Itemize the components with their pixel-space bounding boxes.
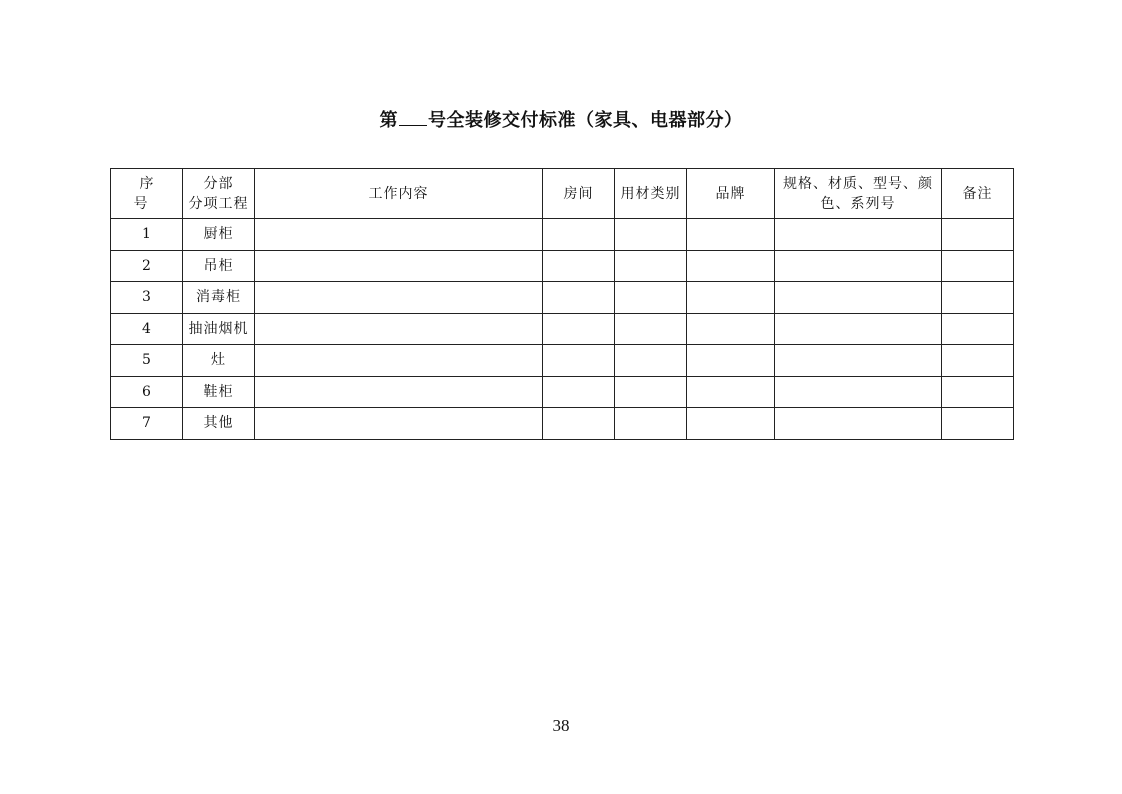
header-brand: 品牌: [687, 169, 775, 219]
row-remarks-cell[interactable]: [942, 219, 1014, 251]
header-spec-line2: 色、系列号: [820, 195, 896, 212]
title-prefix: 第: [379, 110, 398, 131]
row-spec-cell[interactable]: [775, 408, 942, 440]
header-spec-line1: 规格、材质、型号、颜: [783, 175, 933, 192]
row-item: 消毒柜: [183, 282, 255, 314]
table-row: [111, 313, 1014, 345]
row-brand-cell[interactable]: [687, 408, 775, 440]
row-room-cell[interactable]: [543, 250, 615, 282]
header-category-line1: 分部: [203, 175, 234, 192]
row-material-type-cell[interactable]: [615, 313, 687, 345]
row-item: 灶: [183, 345, 255, 377]
header-remarks: 备注: [942, 169, 1014, 219]
title-blank-underline[interactable]: [399, 111, 427, 126]
table-row: [111, 376, 1014, 408]
row-seq: 6: [111, 376, 183, 408]
row-remarks-cell[interactable]: [942, 282, 1014, 314]
row-room-cell[interactable]: [543, 408, 615, 440]
row-brand-cell[interactable]: [687, 313, 775, 345]
row-remarks-cell[interactable]: [942, 376, 1014, 408]
header-material-type: 用材类别: [615, 169, 687, 219]
row-brand-cell[interactable]: [687, 219, 775, 251]
row-material-type-cell[interactable]: [615, 408, 687, 440]
header-work-content: 工作内容: [255, 169, 543, 219]
row-brand-cell[interactable]: [687, 345, 775, 377]
header-category-line2: 分项工程: [188, 195, 249, 212]
row-room-cell[interactable]: [543, 345, 615, 377]
row-item: 抽油烟机: [183, 313, 255, 345]
row-remarks-cell[interactable]: [942, 313, 1014, 345]
row-seq: 7: [111, 408, 183, 440]
row-material-type-cell[interactable]: [615, 376, 687, 408]
row-work-content-cell[interactable]: [255, 313, 543, 345]
row-work-content-cell[interactable]: [255, 219, 543, 251]
table-row: [111, 219, 1014, 251]
row-brand-cell[interactable]: [687, 376, 775, 408]
row-brand-cell[interactable]: [687, 282, 775, 314]
row-work-content-cell[interactable]: [255, 250, 543, 282]
table-row: [111, 345, 1014, 377]
table-row: [111, 408, 1014, 440]
row-item: 鞋柜: [183, 376, 255, 408]
row-seq: 1: [111, 219, 183, 251]
row-brand-cell[interactable]: [687, 250, 775, 282]
row-work-content-cell[interactable]: [255, 282, 543, 314]
row-material-type-cell[interactable]: [615, 345, 687, 377]
row-work-content-cell[interactable]: [255, 408, 543, 440]
document-title: [0, 106, 1122, 132]
row-remarks-cell[interactable]: [942, 408, 1014, 440]
row-room-cell[interactable]: [543, 219, 615, 251]
row-spec-cell[interactable]: [775, 376, 942, 408]
table-row: [111, 282, 1014, 314]
row-material-type-cell[interactable]: [615, 282, 687, 314]
row-spec-cell[interactable]: [775, 345, 942, 377]
row-material-type-cell[interactable]: [615, 250, 687, 282]
row-room-cell[interactable]: [543, 376, 615, 408]
row-spec-cell[interactable]: [775, 313, 942, 345]
row-spec-cell[interactable]: [775, 282, 942, 314]
header-seq: 序 号: [111, 169, 183, 219]
header-spec: [775, 169, 942, 219]
row-spec-cell[interactable]: [775, 219, 942, 251]
header-category: [183, 169, 255, 219]
row-room-cell[interactable]: [543, 282, 615, 314]
row-seq: 2: [111, 250, 183, 282]
row-room-cell[interactable]: [543, 313, 615, 345]
row-item: 吊柜: [183, 250, 255, 282]
header-room: 房间: [543, 169, 615, 219]
row-item: 其他: [183, 408, 255, 440]
page-number: 38: [552, 716, 570, 735]
row-item: 厨柜: [183, 219, 255, 251]
delivery-standard-table: [110, 168, 1014, 440]
row-material-type-cell[interactable]: [615, 219, 687, 251]
table-header-row: [111, 169, 1014, 219]
title-suffix: 号全装修交付标准（家具、电器部分）: [428, 110, 743, 131]
table-row: [111, 250, 1014, 282]
row-seq: 5: [111, 345, 183, 377]
row-remarks-cell[interactable]: [942, 345, 1014, 377]
row-seq: 3: [111, 282, 183, 314]
row-work-content-cell[interactable]: [255, 345, 543, 377]
row-spec-cell[interactable]: [775, 250, 942, 282]
row-work-content-cell[interactable]: [255, 376, 543, 408]
row-seq: 4: [111, 313, 183, 345]
row-remarks-cell[interactable]: [942, 250, 1014, 282]
